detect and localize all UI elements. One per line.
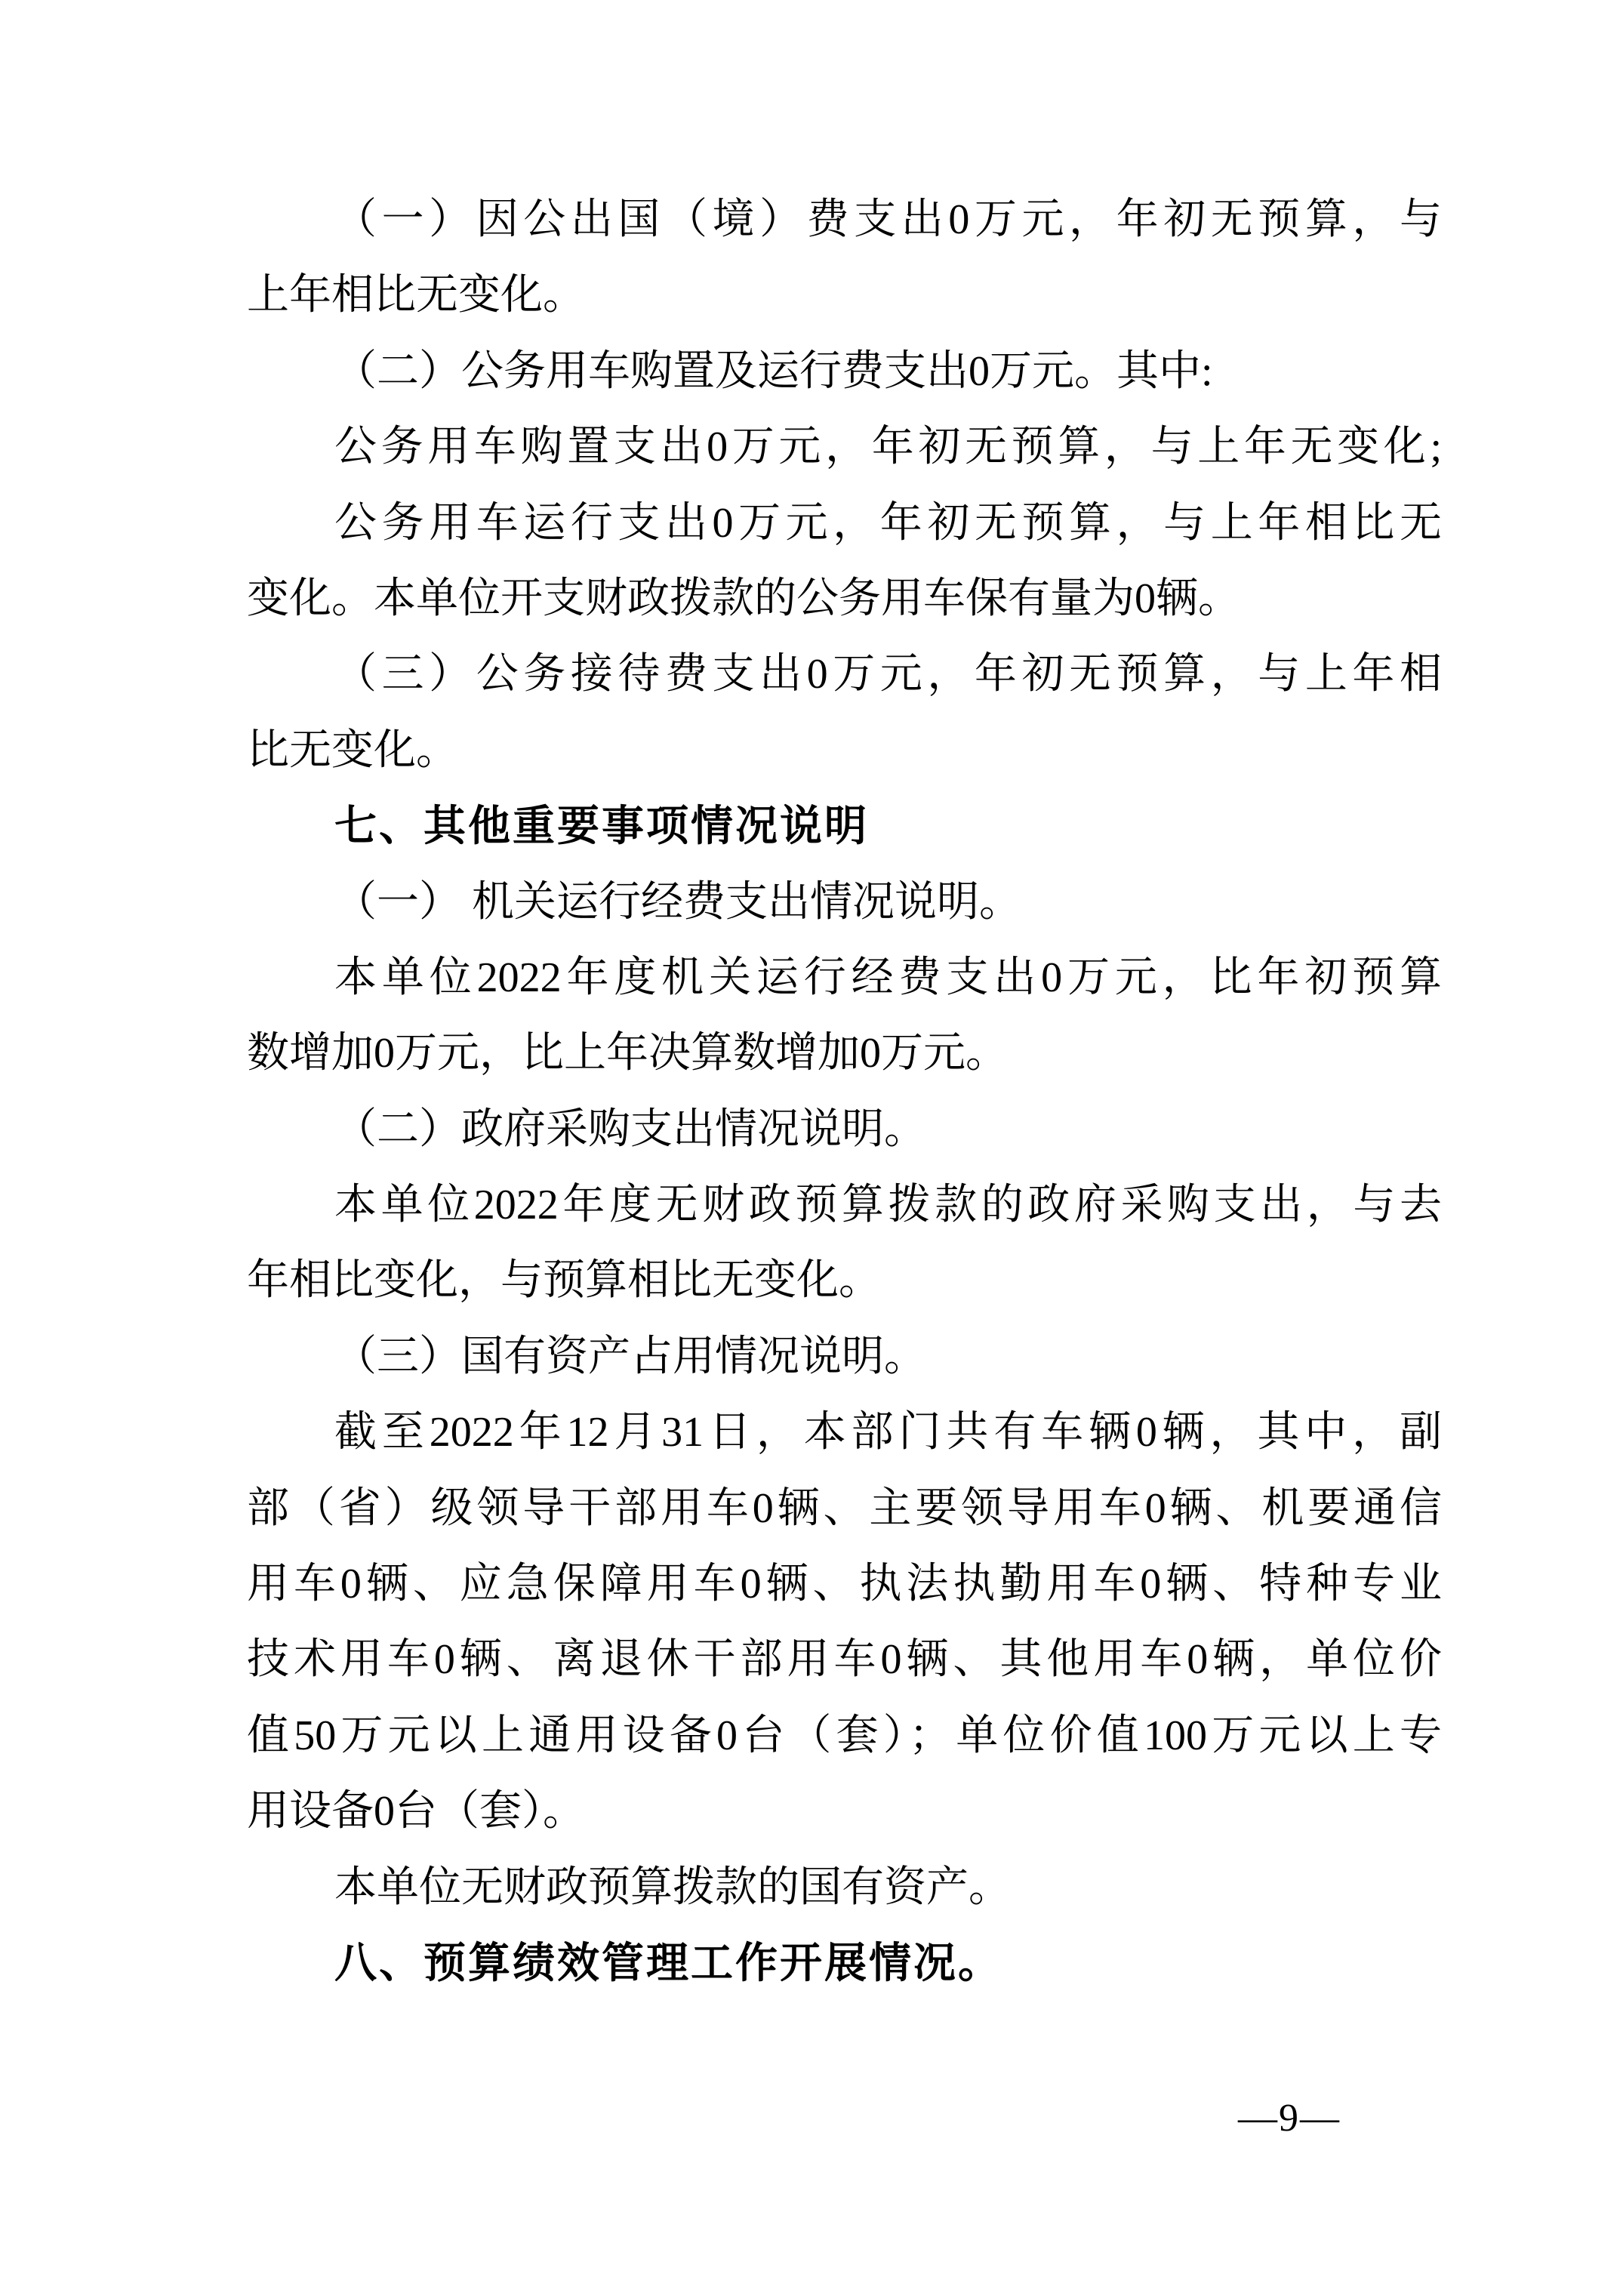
text-line: 本单位2022年度无财政预算拨款的政府采购支出，与去	[334, 1182, 1442, 1229]
text-line: （一） 机关运行经费支出情况说明。	[334, 878, 1021, 926]
section-heading: 八、预算绩效管理工作开展情况。	[334, 1938, 1002, 1986]
text-line: 技术用车0辆、离退休干部用车0辆、其他用车0辆，单位价	[247, 1636, 1442, 1684]
text-line: （三）国有资产占用情况说明。	[334, 1333, 926, 1380]
text-line: （二）公务用车购置及运行费支出0万元。其中:	[334, 347, 1213, 395]
text-line: 本单位无财政预算拨款的国有资产。	[334, 1863, 1011, 1911]
text-line: 部（省）级领导干部用车0辆、主要领导用车0辆、机要通信	[247, 1484, 1442, 1532]
text-line: （二）政府采购支出情况说明。	[334, 1105, 926, 1153]
section-heading: 七、其他重要事项情况说明	[334, 802, 869, 850]
document-body	[247, 182, 1442, 2001]
text-line: 值50万元以上通用设备0台（套）；单位价值100万元以上专	[247, 1712, 1442, 1759]
text-line: 上年相比无变化。	[247, 272, 585, 319]
text-line: （三）公务接待费支出0万元，年初无预算，与上年相	[334, 651, 1442, 698]
text-line: （一）因公出国（境）费支出0万元，年初无预算，与	[334, 196, 1442, 243]
text-line: 变化。本单位开支财政拨款的公务用车保有量为0辆。	[247, 575, 1240, 622]
text-line: 公务用车运行支出0万元，年初无预算，与上年相比无	[334, 499, 1442, 547]
text-line: 用设备0台（套）。	[247, 1788, 585, 1835]
text-line: 年相比变化，与预算相比无变化。	[247, 1257, 881, 1305]
text-line: 截至2022年12月31日，本部门共有车辆0辆，其中，副	[334, 1409, 1442, 1456]
text-line: 数增加0万元，比上年决算数增加0万元。	[247, 1030, 1008, 1077]
text-line: 本单位2022年度机关运行经费支出0万元，比年初预算	[334, 954, 1442, 1001]
text-line: 用车0辆、应急保障用车0辆、执法执勤用车0辆、特种专业	[247, 1561, 1442, 1608]
page-number: —9—	[1238, 2097, 1341, 2140]
text-line: 比无变化。	[247, 726, 458, 774]
text-line: 公务用车购置支出0万元，年初无预算，与上年无变化;	[334, 424, 1442, 471]
